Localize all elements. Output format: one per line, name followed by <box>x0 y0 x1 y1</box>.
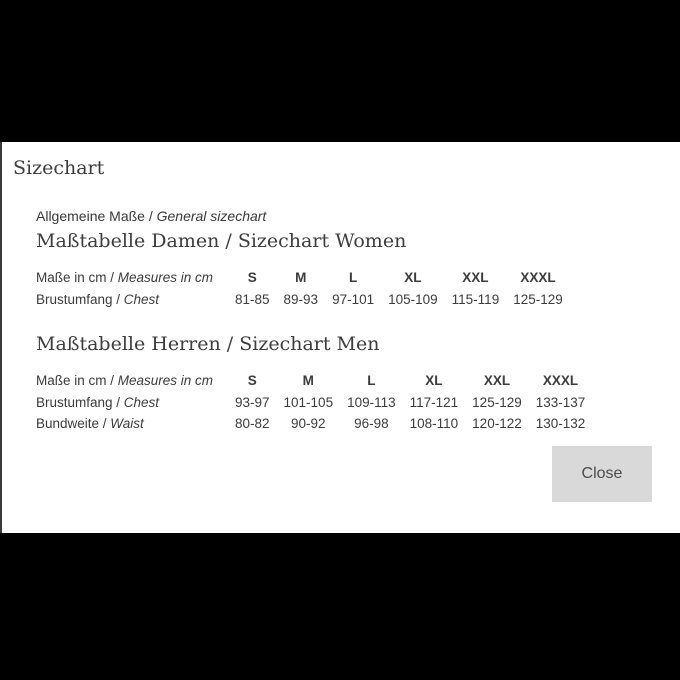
value-cell: 120-122 <box>472 416 522 431</box>
size-header-cell-l: L <box>367 373 376 388</box>
size-header-cell-m: M <box>302 373 314 388</box>
measures-label-de: Maße in cm / <box>36 373 118 388</box>
men-chest-row <box>36 392 592 414</box>
row-label-en: Chest <box>123 394 160 410</box>
value-cell: 105-109 <box>388 291 438 307</box>
close-button[interactable]: Close <box>552 446 652 502</box>
row-label-cell <box>36 392 228 414</box>
value-cell: 97-101 <box>332 291 375 307</box>
section-heading-women: Maßtabelle Damen / Sizechart Women <box>36 230 407 252</box>
men-waist-row <box>36 413 592 435</box>
size-header-cell-xxxl: XXXL <box>520 270 556 285</box>
value-cell: 96-98 <box>354 416 389 431</box>
row-label-en: Waist <box>110 416 144 431</box>
size-header-cell-xl: XL <box>404 270 422 285</box>
sizechart-dialog <box>0 142 680 533</box>
value-cell: 90-92 <box>291 416 326 431</box>
row-label-de: Bundweite / <box>36 416 111 431</box>
value-cell: 125-129 <box>513 291 563 307</box>
intro-text-de: Allgemeine Maße / <box>36 208 157 224</box>
row-label-cell <box>36 289 228 311</box>
women-table-header-row <box>36 267 570 289</box>
size-header-cell-xxl: XXL <box>483 373 511 388</box>
size-header-cell-xxxl: XXXL <box>542 373 579 388</box>
measures-label-cell <box>36 267 228 289</box>
women-chest-row <box>36 289 570 311</box>
value-cell: 81-85 <box>235 291 270 307</box>
row-label-cell <box>36 413 228 435</box>
size-header-cell-l: L <box>348 270 358 285</box>
value-cell: 80-82 <box>235 416 270 431</box>
men-table-header-row <box>36 370 592 392</box>
measures-label-cell <box>36 370 228 392</box>
measures-label-en: Measures in cm <box>117 270 214 285</box>
measures-label-en: Measures in cm <box>117 373 214 388</box>
value-cell: 89-93 <box>283 291 319 307</box>
value-cell: 93-97 <box>235 394 270 410</box>
value-cell: 109-113 <box>347 394 396 410</box>
intro-text-en: General sizechart <box>156 208 267 224</box>
size-header-cell-xxl: XXL <box>462 270 489 285</box>
value-cell: 108-110 <box>409 416 459 431</box>
row-label-de: Brustumfang / <box>36 291 124 307</box>
dialog-title: Sizechart <box>13 157 105 179</box>
intro-text <box>36 208 680 224</box>
dialog-content <box>2 208 680 435</box>
value-cell: 117-121 <box>409 394 459 410</box>
size-header-cell-s: S <box>247 270 257 285</box>
row-label-de: Brustumfang / <box>36 394 124 410</box>
value-cell: 125-129 <box>472 394 522 410</box>
value-cell: 133-137 <box>535 394 586 410</box>
value-cell: 115-119 <box>451 291 500 307</box>
men-sizechart-table <box>36 370 592 435</box>
value-cell: 101-105 <box>283 394 334 410</box>
measures-label-de: Maße in cm / <box>36 270 118 285</box>
size-header-cell-m: M <box>295 270 307 285</box>
size-header-cell-s: S <box>247 373 257 388</box>
section-heading-men: Maßtabelle Herren / Sizechart Men <box>36 333 380 355</box>
value-cell: 130-132 <box>535 416 586 431</box>
size-header-cell-xl: XL <box>425 373 443 388</box>
women-sizechart-table <box>36 267 570 310</box>
row-label-en: Chest <box>123 291 160 307</box>
